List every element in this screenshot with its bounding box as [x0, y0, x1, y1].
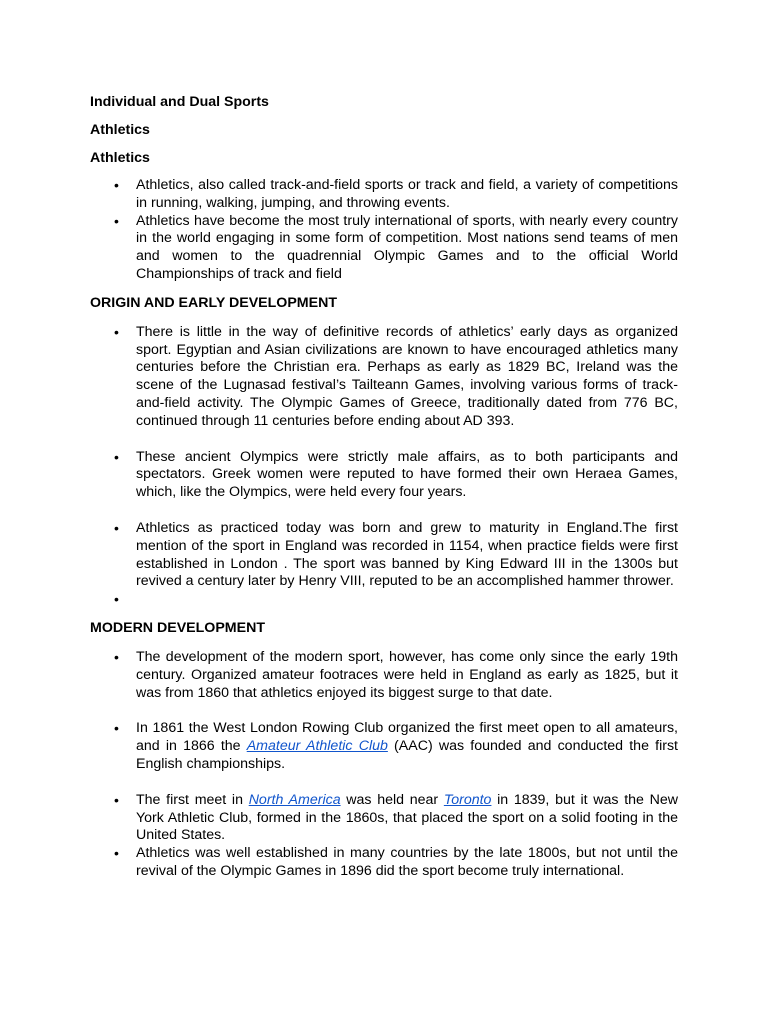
- list-item: [90, 720, 678, 773]
- modern-list: [90, 649, 678, 881]
- doc-title: Individual and Dual Sports: [90, 94, 269, 110]
- link-north-america[interactable]: North America: [248, 791, 341, 808]
- section-heading-origin: ORIGIN AND EARLY DEVELOPMENT: [90, 294, 337, 311]
- list-item: • Athletics as practiced today was born and grew to maturity in England.The first mention of the sport in England was recorded in 1154, when practice fields were first established in London . The sport was banned by King Edward III in the 1300s but revived a century later by Henry VIII, reputed to be an accomplished hammer thrower.: [90, 520, 678, 591]
- link-amateur-athletic-club[interactable]: Amateur Athletic Club: [246, 738, 388, 755]
- heading-athletics-repeat: Athletics: [90, 150, 150, 166]
- section-heading-modern: MODERN DEVELOPMENT: [90, 619, 265, 636]
- list-item-text: The first meet in: [136, 791, 249, 808]
- list-item: • Athletics, also called track-and-field sports or track and field, a variety of competitions in running, walking, jumping, and throwing events.: [90, 177, 678, 213]
- list-item-text: in 1839, but it was the New York Athletic Club, formed in the 1860s, that placed the sport on a solid footing in the United States.: [136, 791, 679, 844]
- origin-list: [90, 324, 678, 609]
- list-item: • There is little in the way of definitive records of athletics’ early days as organized sport. Egyptian and Asian civilizations are known to have encouraged athletics many centuries before the Christian era. Perhaps as early as 1829 BC, Ireland was the scene of the Lugnasad festival’s Tailteann Games, involving various forms of track-and-field activity. The Olympic Games of Greece, traditionally dated from 776 BC, continued through 11 centuries before ending about AD 393.: [90, 324, 678, 431]
- heading-athletics: Athletics: [90, 122, 150, 138]
- list-item-text: was held near: [340, 791, 444, 808]
- list-item: [90, 792, 678, 845]
- link-toronto[interactable]: Toronto: [443, 791, 492, 808]
- list-item: • The development of the modern sport, however, has come only since the early 19th century. Organized amateur footraces were held in England as early as 1825, but it was from 1860 that athletics enjoyed its biggest surge to that date.: [90, 649, 678, 702]
- list-item-text: (AAC) was founded and conducted the first English championships.: [136, 738, 678, 772]
- list-item: • These ancient Olympics were strictly male affairs, as to both participants and spectators. Greek women were reputed to have formed their own Heraea Games, which, like the Olympics, were held every four years.: [90, 449, 678, 502]
- list-item: • Athletics have become the most truly international of sports, with nearly every country in the world engaging in some form of competition. Most nations send teams of men and women to the quadrennial Olympic Games and to the official World Championships of track and field: [90, 213, 678, 284]
- list-item-text: In 1861 the West London Rowing Club organized the first meet open to all amateurs, and in 1866 the: [136, 720, 678, 755]
- list-item: • Athletics was well established in many countries by the late 1800s, but not until the revival of the Olympic Games in 1896 did the sport become truly international.: [90, 845, 678, 881]
- empty-list-item: [90, 591, 678, 609]
- document-body: [90, 93, 678, 881]
- intro-list: [90, 177, 678, 284]
